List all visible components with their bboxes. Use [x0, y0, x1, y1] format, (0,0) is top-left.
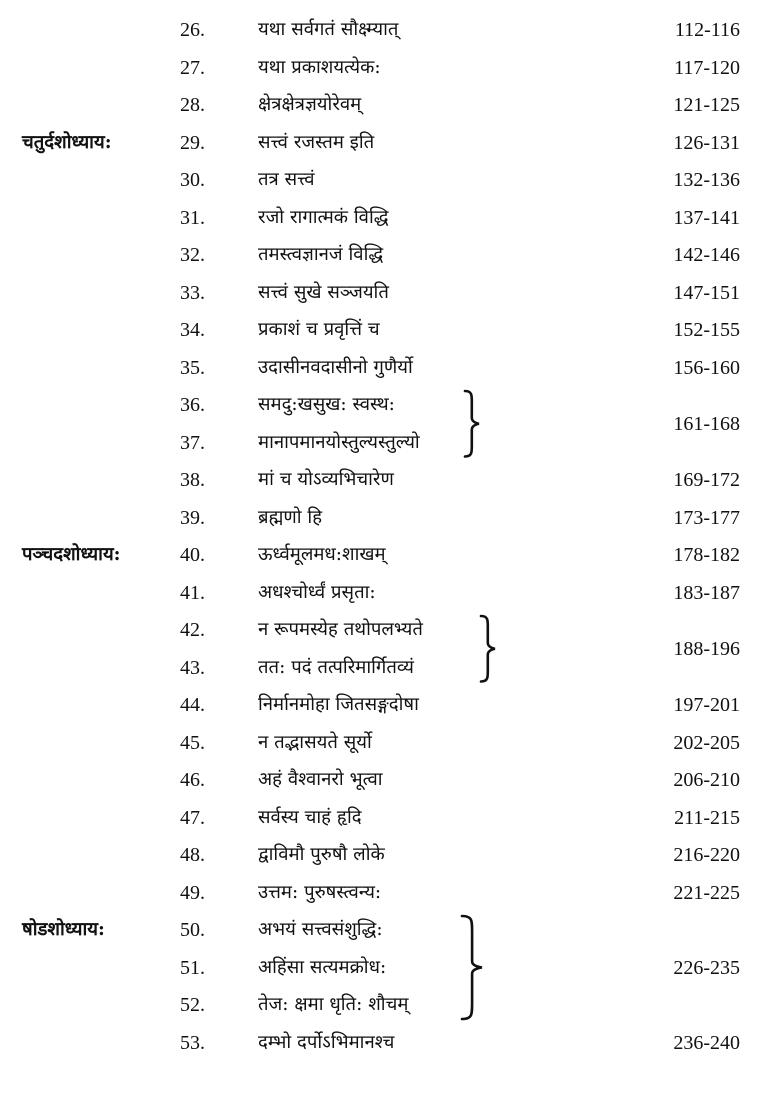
verse-number: 52. [180, 994, 205, 1016]
verse-title: सर्वस्य चाहं हृदि [258, 806, 362, 828]
verse-number: 53. [180, 1031, 205, 1054]
toc-entry [0, 575, 780, 611]
page-range: 147-151 [673, 281, 740, 304]
verse-number: 29. [180, 131, 205, 154]
toc-entry [0, 762, 780, 798]
chapter-heading: पञ्चदशोध्याय: [22, 544, 121, 565]
verse-title: तमस्त्वज्ञानजं विद्धि [258, 244, 384, 265]
toc-entry [0, 50, 780, 86]
page-range: 169-172 [673, 469, 740, 491]
verse-number: 36. [180, 394, 205, 416]
toc-entry [0, 725, 780, 761]
verse-number: 34. [180, 319, 205, 341]
verse-number: 33. [180, 281, 205, 304]
toc-entry [0, 650, 780, 686]
verse-title: रजो रागात्मकं विद्धि [258, 206, 389, 228]
verse-number: 45. [180, 731, 205, 754]
toc-entry [0, 875, 780, 911]
toc-entry [0, 687, 780, 723]
page-range: 161-168 [673, 412, 740, 435]
toc-entry [0, 500, 780, 536]
page-range: 152-155 [673, 319, 740, 341]
verse-number: 28. [180, 94, 205, 116]
toc-entry [0, 237, 780, 273]
toc-entry [0, 912, 780, 948]
page-range: 137-141 [673, 206, 740, 229]
verse-number: 39. [180, 506, 205, 529]
page-range: 236-240 [673, 1031, 740, 1054]
verse-number: 32. [180, 244, 205, 266]
page-range: 117-120 [674, 56, 740, 79]
toc-entry [0, 87, 780, 123]
toc-entry [0, 200, 780, 236]
page-range: 211-215 [674, 806, 740, 829]
verse-number: 43. [180, 656, 205, 679]
chapter-heading: षोडशोध्याय: [22, 919, 105, 940]
toc-entry [0, 950, 780, 986]
verse-title: दम्भो दर्पोऽभिमानश्च [258, 1031, 395, 1053]
verse-title: न रूपमस्येह तथोपलभ्यते [258, 619, 423, 640]
verse-number: 48. [180, 844, 205, 866]
verse-title: तत: पदं तत्परिमार्गितव्यं [258, 656, 414, 678]
verse-title: ऊर्ध्वमूलमध:शाखम् [258, 544, 386, 565]
toc-entry [0, 987, 780, 1023]
verse-title: ब्रह्मणो हि [258, 506, 323, 528]
verse-number: 50. [180, 919, 205, 941]
verse-title: तेज: क्षमा धृति: शौचम् [258, 994, 409, 1015]
verse-number: 27. [180, 56, 205, 79]
verse-title: उत्तम: पुरुषस्त्वन्य: [258, 881, 382, 903]
verse-number: 38. [180, 469, 205, 491]
page-range: 221-225 [673, 881, 740, 904]
verse-title: प्रकाशं च प्रवृत्तिं च [258, 319, 380, 340]
verse-number: 35. [180, 356, 205, 379]
verse-number: 41. [180, 581, 205, 604]
verse-title: मां च योऽव्यभिचारेण [258, 469, 394, 490]
verse-number: 42. [180, 619, 205, 641]
toc-entry [0, 12, 780, 48]
grouping-brace [479, 614, 499, 684]
toc-entry [0, 537, 780, 573]
toc-entry [0, 462, 780, 498]
verse-title: यथा सर्वगतं सौक्ष्म्यात् [258, 19, 399, 40]
verse-title: निर्मानमोहा जितसङ्गदोषा [258, 694, 419, 715]
toc-entry [0, 425, 780, 461]
verse-title: अहिंसा सत्यमक्रोध: [258, 956, 387, 978]
page-range: 206-210 [673, 769, 740, 791]
toc-entry [0, 837, 780, 873]
toc-entry [0, 275, 780, 311]
verse-number: 47. [180, 806, 205, 829]
verse-title: उदासीनवदासीनो गुणैर्यो [258, 356, 413, 378]
verse-number: 40. [180, 544, 205, 566]
page-range: 178-182 [673, 544, 740, 566]
page-range: 121-125 [673, 94, 740, 116]
verse-title: यथा प्रकाशयत्येक: [258, 56, 381, 78]
grouping-brace [463, 389, 483, 459]
verse-number: 37. [180, 431, 205, 454]
grouping-brace [460, 914, 486, 1021]
toc-entry [0, 350, 780, 386]
toc-entry [0, 312, 780, 348]
toc-entry [0, 387, 780, 423]
toc-entry [0, 162, 780, 198]
verse-number: 31. [180, 206, 205, 229]
verse-title: अहं वैश्वानरो भूत्वा [258, 769, 383, 790]
verse-title: तत्र सत्त्वं [258, 169, 315, 190]
page-range: 132-136 [673, 169, 740, 191]
verse-number: 49. [180, 881, 205, 904]
verse-title: न तद्भासयते सूर्यो [258, 731, 372, 753]
toc-entry [0, 1025, 780, 1061]
page-range: 202-205 [673, 731, 740, 754]
page-range: 142-146 [673, 244, 740, 266]
page-range: 197-201 [673, 694, 740, 716]
verse-title: सत्त्वं रजस्तम इति [258, 131, 375, 153]
page-range: 112-116 [674, 19, 740, 41]
verse-title: मानापमानयोस्तुल्यस्तुल्यो [258, 431, 420, 453]
verse-number: 44. [180, 694, 205, 716]
page-range: 156-160 [673, 356, 740, 379]
verse-title: द्वाविमौ पुरुषौ लोके [258, 844, 385, 865]
verse-number: 30. [180, 169, 205, 191]
page-range: 126-131 [673, 131, 740, 154]
page-range: 188-196 [673, 637, 740, 660]
page-range: 226-235 [673, 956, 740, 979]
verse-title: अधश्चोर्ध्वं प्रसृता: [258, 581, 376, 603]
page-range: 183-187 [673, 581, 740, 604]
verse-number: 51. [180, 956, 205, 979]
verse-number: 46. [180, 769, 205, 791]
verse-title: सत्त्वं सुखे सञ्जयति [258, 281, 389, 303]
verse-number: 26. [180, 19, 205, 41]
toc-entry [0, 612, 780, 648]
chapter-heading: चतुर्दशोध्याय: [22, 131, 112, 153]
verse-title: समदु:खसुख: स्वस्थ: [258, 394, 395, 415]
toc-entry [0, 800, 780, 836]
page-range: 173-177 [673, 506, 740, 529]
page-range: 216-220 [673, 844, 740, 866]
verse-title: अभयं सत्त्वसंशुद्धि: [258, 919, 383, 940]
toc-entry [0, 125, 780, 161]
verse-title: क्षेत्रक्षेत्रज्ञयोरेवम् [258, 94, 362, 115]
